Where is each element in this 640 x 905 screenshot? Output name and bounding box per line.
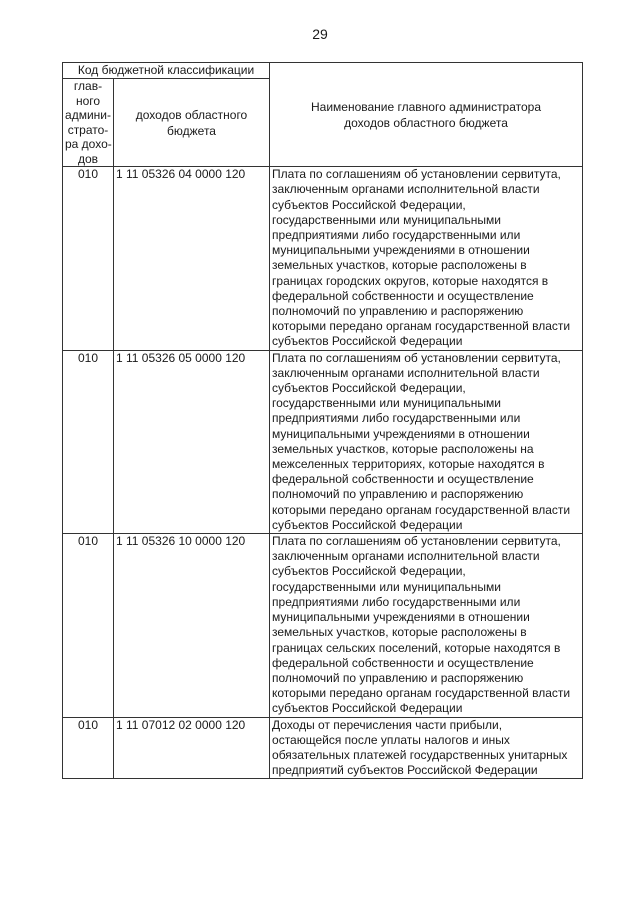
administrator-code-cell: 010: [63, 167, 114, 350]
description-line: границах сельских поселений, которые находятся в: [272, 640, 561, 655]
header-line: Наименование главного администратора: [311, 99, 542, 114]
administrator-name-header: [270, 63, 583, 167]
description-line: субъектов Российской Федерации,: [272, 197, 466, 212]
table-row: [63, 350, 583, 533]
revenue-description-cell: [270, 350, 583, 533]
description-line: которыми передано органам государственной власти: [272, 319, 571, 334]
description-line: субъектов Российской Федерации,: [272, 381, 466, 396]
header-line: доходов областного бюджета: [344, 115, 508, 130]
description-line: которыми передано органам государственной власти: [272, 502, 571, 517]
main-administrator-header: [63, 79, 114, 167]
description-line: муниципальными учреждениями в отношении: [272, 610, 530, 625]
budget-classification-code-header: Код бюджетной классификации: [63, 63, 270, 79]
description-line: земельных участков, которые расположены в: [272, 625, 527, 640]
description-line: Доходы от перечисления части прибыли,: [272, 717, 503, 732]
description-line: Плата по соглашениям об установлении сервитута,: [272, 534, 561, 549]
description-line: федеральной собственности и осуществление: [272, 288, 534, 303]
description-line: государственными или муниципальными: [272, 212, 501, 227]
description-line: субъектов Российской Федерации: [272, 334, 463, 349]
description-line: предприятий субъектов Российской Федерации: [272, 763, 538, 778]
regional-budget-revenue-code-header: [114, 79, 270, 167]
header-line: глав-: [73, 79, 103, 94]
description-line: предприятиями либо государственными или: [272, 411, 521, 426]
administrator-code-cell: 010: [63, 717, 114, 779]
revenue-description-cell: [270, 167, 583, 350]
table-header: [63, 63, 583, 167]
description-line: субъектов Российской Федерации,: [272, 564, 466, 579]
revenue-description-cell: [270, 534, 583, 717]
description-line: которыми передано органам государственной власти: [272, 686, 571, 701]
description-line: муниципальными учреждениями в отношении: [272, 243, 530, 258]
description-line: федеральной собственности и осуществление: [272, 472, 534, 487]
revenue-code-cell: 1 11 05326 05 0000 120: [114, 350, 270, 533]
description-line: государственными или муниципальными: [272, 579, 501, 594]
table-row: [63, 167, 583, 350]
description-line: заключенным органами исполнительной власти: [272, 365, 540, 380]
revenue-code-cell: 1 11 07012 02 0000 120: [114, 717, 270, 779]
description-line: федеральной собственности и осуществление: [272, 655, 534, 670]
header-line: админи-: [65, 108, 111, 123]
revenue-code-cell: 1 11 05326 10 0000 120: [114, 534, 270, 717]
description-line: Плата по соглашениям об установлении сервитута,: [272, 350, 561, 365]
description-line: субъектов Российской Федерации: [272, 517, 463, 532]
revenue-description-cell: [270, 717, 583, 779]
description-line: заключенным органами исполнительной власти: [272, 549, 540, 564]
description-line: полномочий по управлению и распоряжению: [272, 670, 524, 685]
description-line: земельных участков, которые расположены в: [272, 258, 527, 273]
header-line: доходов областного: [135, 107, 248, 122]
budget-classification-table: [62, 62, 583, 779]
page-number: 29: [312, 26, 328, 42]
header-line: страто-: [67, 122, 109, 137]
description-line: предприятиями либо государственными или: [272, 594, 521, 609]
header-line: бюджета: [167, 123, 216, 138]
table-body: [63, 167, 583, 779]
administrator-code-cell: 010: [63, 534, 114, 717]
description-line: государственными или муниципальными: [272, 396, 501, 411]
description-line: земельных участков, которые расположены на: [272, 441, 534, 456]
description-line: обязательных платежей государственных унитарных: [272, 747, 568, 762]
header-line: дов: [77, 151, 99, 166]
description-line: остающейся после уплаты налогов и иных: [272, 732, 510, 747]
description-line: предприятиями либо государственными или: [272, 228, 521, 243]
header-line: ра дохо-: [65, 137, 112, 152]
description-line: полномочий по управлению и распоряжению: [272, 304, 524, 319]
description-line: субъектов Российской Федерации: [272, 701, 463, 716]
administrator-code-cell: 010: [63, 350, 114, 533]
table-row: [63, 717, 583, 779]
description-line: межселенных территориях, которые находятся в: [272, 457, 545, 472]
description-line: муниципальными учреждениями в отношении: [272, 426, 530, 441]
table-row: [63, 534, 583, 717]
description-line: границах городских округов, которые находятся в: [272, 273, 549, 288]
description-line: заключенным органами исполнительной власти: [272, 182, 540, 197]
header-line: ного: [75, 93, 101, 108]
revenue-code-cell: 1 11 05326 04 0000 120: [114, 167, 270, 350]
description-line: полномочий по управлению и распоряжению: [272, 487, 524, 502]
description-line: Плата по соглашениям об установлении сервитута,: [272, 167, 561, 182]
